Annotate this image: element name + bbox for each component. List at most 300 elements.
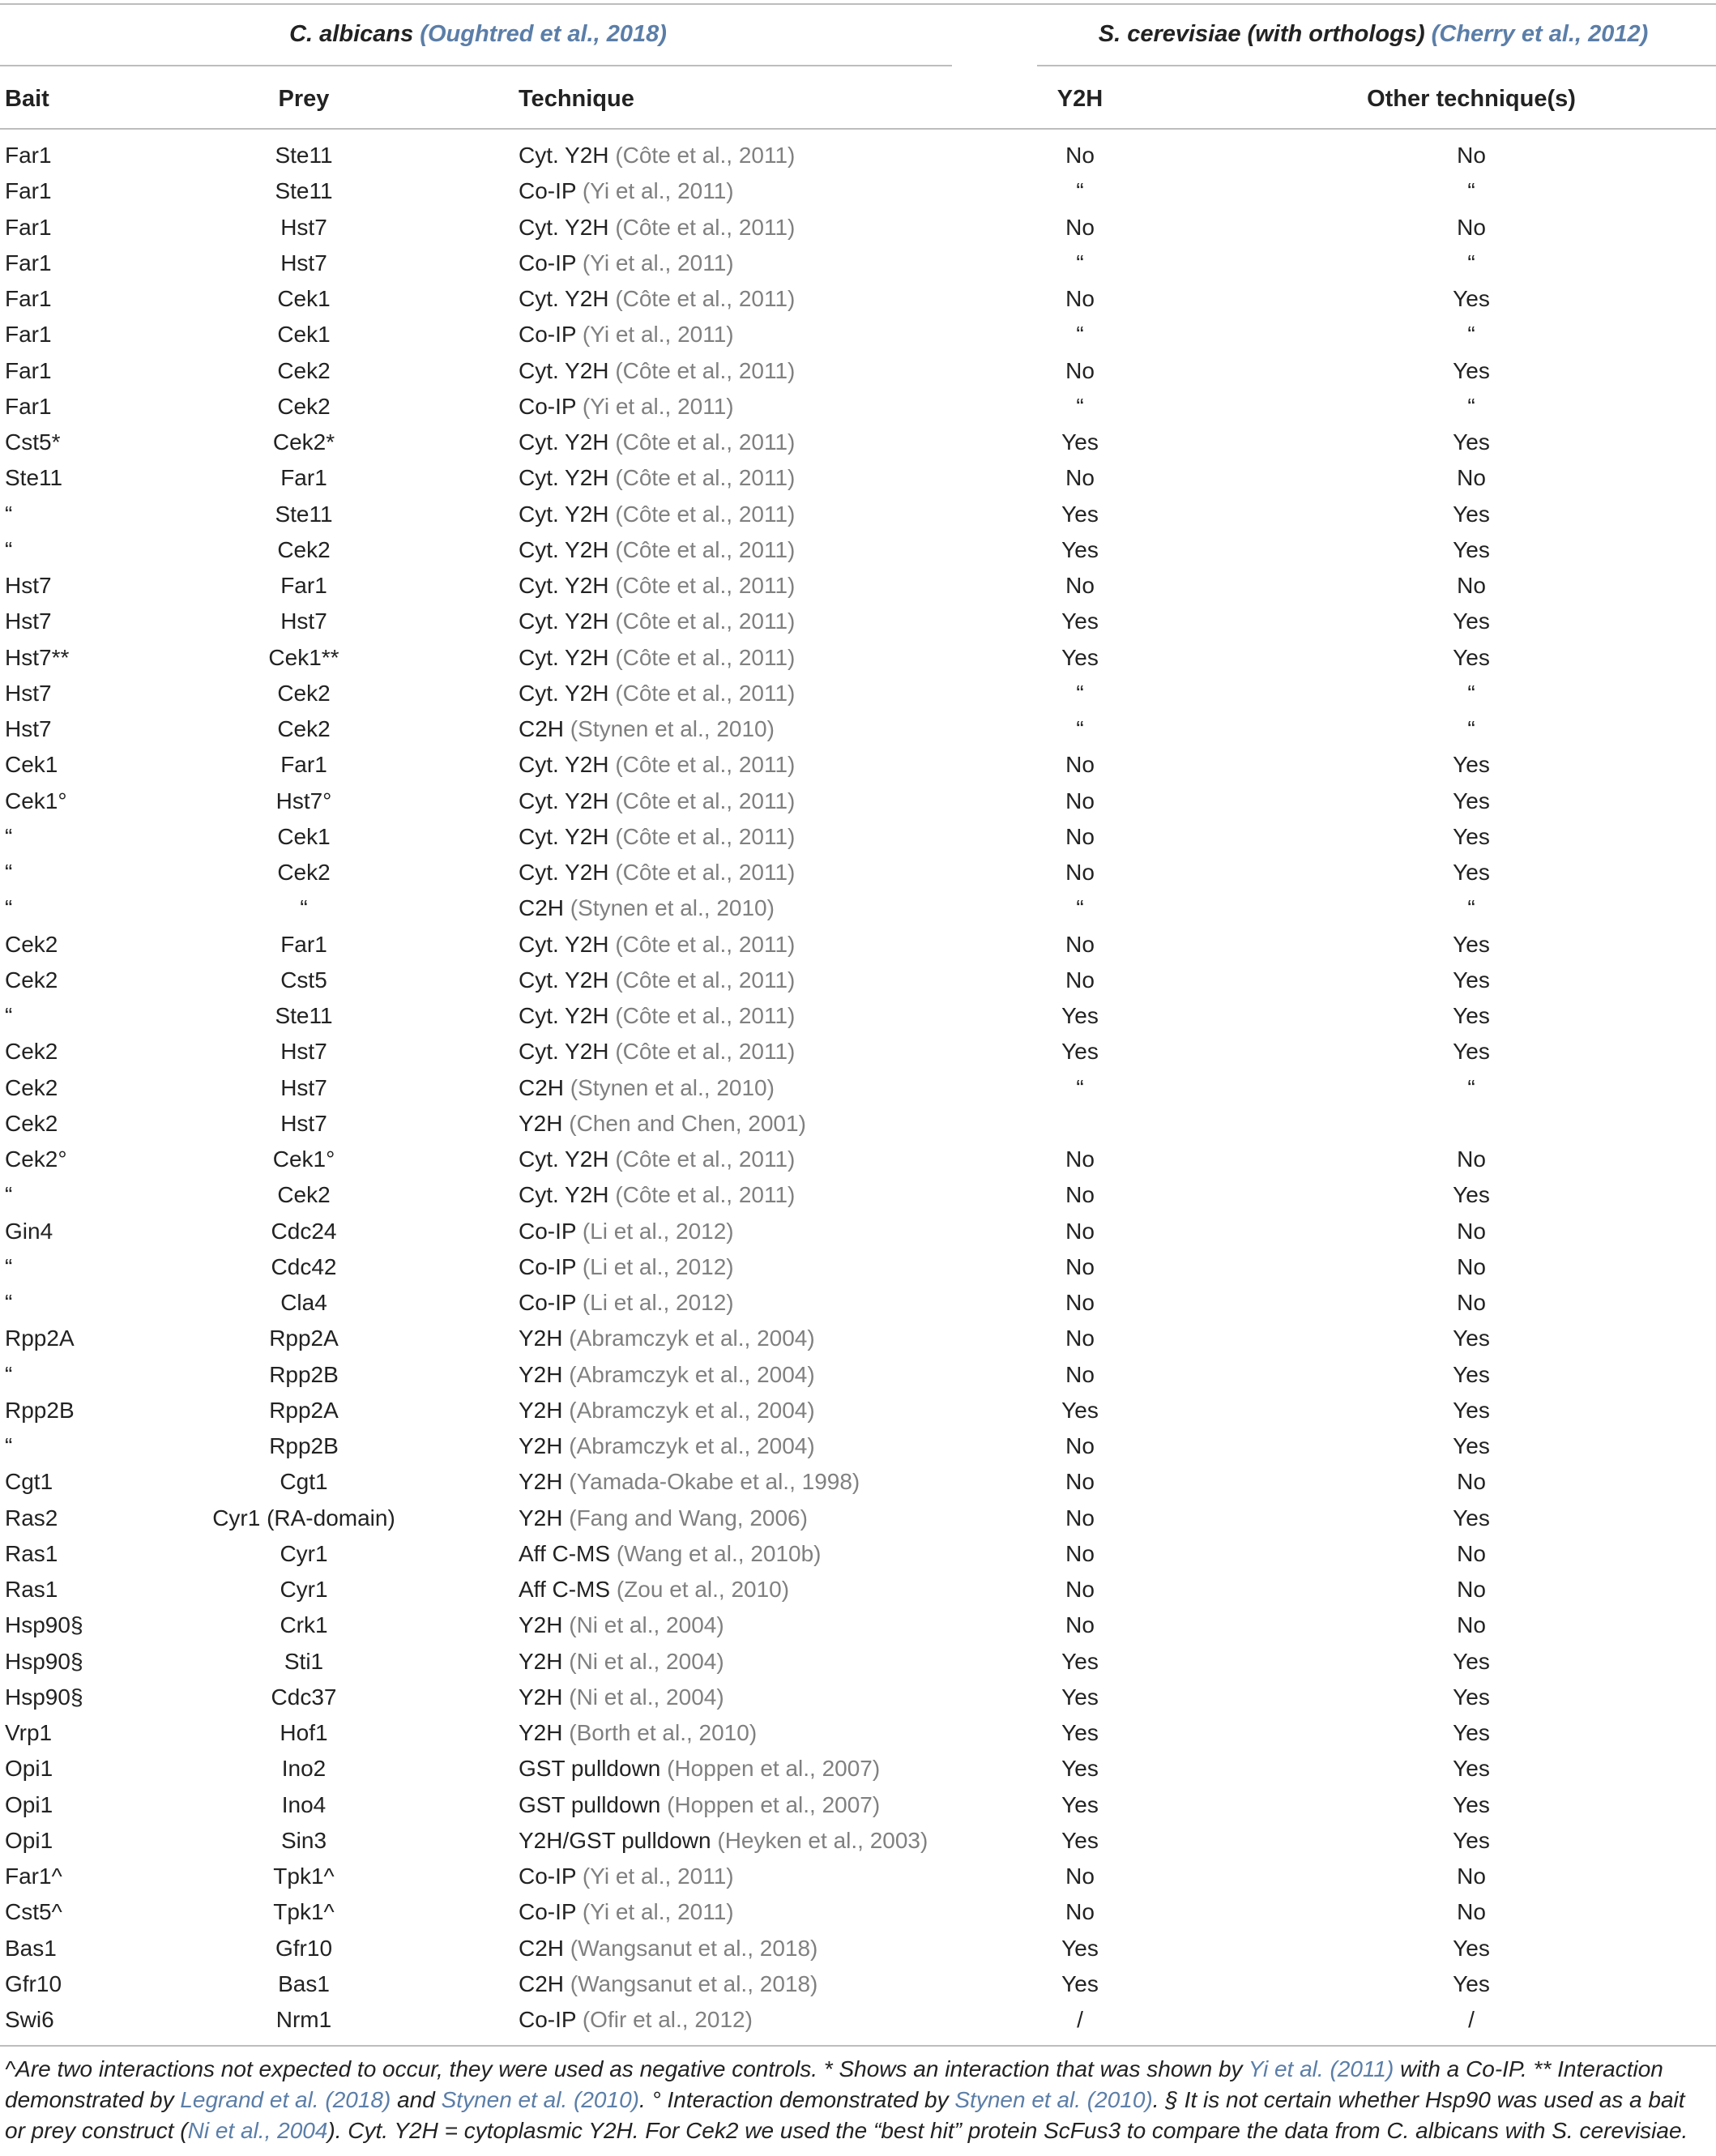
bait-cell: Ras1 <box>5 1540 58 1566</box>
technique-reference: (Côte et al., 2011) <box>615 931 796 957</box>
technique-reference: (Côte et al., 2011) <box>615 1003 796 1028</box>
footnote-reference: Stynen et al. (2010) <box>441 2087 639 2112</box>
prey-cell: Cek2 <box>277 357 331 383</box>
technique-method: C2H <box>519 895 565 921</box>
technique-reference: (Yi et al., 2011) <box>582 393 734 419</box>
bait-cell: Hsp90§ <box>5 1648 83 1674</box>
technique-reference: (Wangsanut et al., 2018) <box>570 1970 818 1996</box>
technique-method: Aff C-MS <box>519 1540 611 1566</box>
column-header-y2h: Y2H <box>1056 86 1103 112</box>
other-technique-cell: No <box>1457 1864 1486 1889</box>
technique-method: Cyt. Y2H <box>519 536 609 562</box>
other-technique-cell: Yes <box>1453 788 1490 813</box>
bait-cell: Far1 <box>5 143 52 168</box>
other-technique-cell: “ <box>1467 322 1475 348</box>
technique-method: Co-IP <box>519 1218 577 1244</box>
other-technique-cell: No <box>1457 1612 1486 1638</box>
technique-reference: (Côte et al., 2011) <box>615 680 796 706</box>
prey-cell: Ste11 <box>275 1003 333 1028</box>
other-technique-cell: No <box>1457 1218 1486 1244</box>
table-row <box>0 819 1716 855</box>
technique-method: Cyt. Y2H <box>519 644 609 670</box>
technique-method: Cyt. Y2H <box>519 788 609 813</box>
table-row <box>0 138 1716 173</box>
table-row <box>0 1607 1716 1643</box>
bait-cell: Hsp90§ <box>5 1684 83 1710</box>
table-row <box>0 747 1716 783</box>
technique-cell <box>519 1428 815 1464</box>
technique-cell <box>519 1070 775 1106</box>
prey-cell: Cgt1 <box>280 1469 328 1495</box>
technique-reference: (Zou et al., 2010) <box>616 1577 790 1602</box>
bait-cell: Far1 <box>5 357 52 383</box>
prey-cell: Cek1** <box>268 644 339 670</box>
prey-cell: Far1 <box>280 465 327 491</box>
prey-cell: Cst5 <box>280 967 327 993</box>
technique-method: C2H <box>519 716 565 741</box>
table-row <box>0 497 1716 532</box>
technique-reference: (Ni et al., 2004) <box>569 1648 724 1674</box>
bait-cell: Hsp90§ <box>5 1612 83 1638</box>
y2h-cell: No <box>1065 1505 1095 1531</box>
technique-method: Cyt. Y2H <box>519 143 609 168</box>
prey-cell: Rpp2A <box>269 1397 339 1423</box>
bait-cell: Far1 <box>5 286 52 311</box>
table-row <box>0 1142 1716 1177</box>
prey-cell: Ino2 <box>281 1756 327 1782</box>
y2h-cell: Yes <box>1061 1756 1099 1782</box>
table-row <box>0 1321 1716 1356</box>
y2h-cell: No <box>1065 1182 1095 1208</box>
technique-reference: (Côte et al., 2011) <box>615 823 796 849</box>
technique-reference: (Côte et al., 2011) <box>615 752 796 778</box>
table-row <box>0 783 1716 819</box>
technique-method: Co-IP <box>519 1253 577 1279</box>
technique-reference: (Hoppen et al., 2007) <box>667 1791 881 1817</box>
technique-cell <box>519 1034 795 1069</box>
table-row <box>0 1572 1716 1607</box>
table-row <box>0 1428 1716 1464</box>
technique-method: Y2H <box>519 1326 563 1351</box>
bait-cell: Cek2 <box>5 931 58 957</box>
y2h-cell: No <box>1065 1290 1095 1315</box>
other-technique-cell <box>1390 1106 1552 1142</box>
scerevisiae-group-title <box>1037 16 1710 52</box>
table-row <box>0 1249 1716 1285</box>
other-technique-cell: No <box>1457 465 1486 491</box>
other-technique-cell: / <box>1468 2007 1475 2032</box>
footnote-text: with a Co-IP. ** Interaction demonstrated by <box>5 2056 1663 2112</box>
column-header-other-techniques: Other technique(s) <box>1367 86 1576 112</box>
table-row <box>0 927 1716 963</box>
technique-reference: (Côte et al., 2011) <box>615 1182 796 1208</box>
bait-cell: Far1 <box>5 214 52 240</box>
other-technique-cell: No <box>1457 214 1486 240</box>
table-row <box>0 1034 1716 1069</box>
technique-reference: (Wangsanut et al., 2018) <box>570 1935 818 1961</box>
technique-method: Cyt. Y2H <box>519 608 609 634</box>
technique-reference: (Côte et al., 2011) <box>615 644 796 670</box>
bait-cell: Gin4 <box>5 1218 53 1244</box>
y2h-cell: No <box>1065 967 1095 993</box>
other-technique-cell: “ <box>1467 178 1475 204</box>
table-row <box>0 1285 1716 1321</box>
other-technique-cell: “ <box>1467 1074 1475 1100</box>
table-bottom-rule <box>0 2045 1716 2047</box>
y2h-cell: No <box>1065 143 1095 168</box>
bait-cell: Hst7 <box>5 716 52 741</box>
technique-reference: (Ni et al., 2004) <box>569 1684 724 1710</box>
table-row <box>0 1894 1716 1930</box>
technique-reference: (Côte et al., 2011) <box>615 788 796 813</box>
y2h-cell: No <box>1065 1433 1095 1458</box>
technique-cell <box>519 1680 724 1715</box>
bait-cell: Opi1 <box>5 1756 53 1782</box>
technique-cell <box>519 604 795 639</box>
prey-cell: Cdc42 <box>271 1253 337 1279</box>
scerevisiae-species: S. cerevisiae (with orthologs) <box>1098 21 1425 47</box>
technique-method: Co-IP <box>519 1899 577 1925</box>
bait-cell: “ <box>5 1003 13 1028</box>
bait-cell: “ <box>5 1433 13 1458</box>
bait-cell: “ <box>5 895 13 921</box>
other-technique-cell: No <box>1457 1253 1486 1279</box>
technique-cell <box>519 173 734 209</box>
prey-cell: Crk1 <box>280 1612 328 1638</box>
technique-method: Cyt. Y2H <box>519 931 609 957</box>
technique-cell <box>519 1715 757 1751</box>
technique-cell <box>519 497 795 532</box>
technique-method: Cyt. Y2H <box>519 680 609 706</box>
y2h-cell: No <box>1065 1253 1095 1279</box>
bait-cell: Cgt1 <box>5 1469 53 1495</box>
technique-cell <box>519 1536 822 1572</box>
bait-cell: Opi1 <box>5 1827 53 1853</box>
table-row <box>0 1751 1716 1787</box>
y2h-cell: Yes <box>1061 1648 1099 1674</box>
technique-reference: (Abramczyk et al., 2004) <box>569 1326 815 1351</box>
bait-cell: Ras1 <box>5 1577 58 1602</box>
bait-cell: “ <box>5 1182 13 1208</box>
bait-cell: Cst5* <box>5 429 61 455</box>
prey-cell: Tpk1^ <box>273 1864 335 1889</box>
bait-cell: “ <box>5 860 13 885</box>
technique-method: GST pulldown <box>519 1791 661 1817</box>
technique-reference: (Stynen et al., 2010) <box>570 1074 775 1100</box>
technique-method: Y2H <box>519 1505 563 1531</box>
technique-cell <box>519 1393 815 1428</box>
technique-cell <box>519 1894 734 1930</box>
prey-cell: Cek1 <box>277 322 331 348</box>
prey-cell: Cyr1 <box>280 1577 328 1602</box>
bait-cell: Far1 <box>5 322 52 348</box>
technique-cell <box>519 890 775 926</box>
technique-reference: (Ni et al., 2004) <box>569 1612 724 1638</box>
bait-cell: Cek1° <box>5 788 67 813</box>
prey-cell: Cyr1 <box>280 1540 328 1566</box>
y2h-cell: “ <box>1076 716 1084 741</box>
technique-reference: (Yi et al., 2011) <box>582 250 734 275</box>
technique-cell <box>519 245 734 281</box>
technique-method: Cyt. Y2H <box>519 465 609 491</box>
technique-method: Co-IP <box>519 322 577 348</box>
prey-cell: Hst7 <box>280 214 327 240</box>
technique-method: Cyt. Y2H <box>519 823 609 849</box>
technique-cell <box>519 1607 724 1643</box>
technique-reference: (Côte et al., 2011) <box>615 214 796 240</box>
footnote-text: . ° Interaction demonstrated by <box>638 2087 955 2112</box>
other-technique-cell: No <box>1457 1469 1486 1495</box>
other-technique-cell: No <box>1457 1577 1486 1602</box>
technique-method: Cyt. Y2H <box>519 1003 609 1028</box>
y2h-cell: No <box>1065 286 1095 311</box>
technique-cell <box>519 819 795 855</box>
technique-reference: (Li et al., 2012) <box>582 1218 734 1244</box>
technique-method: C2H <box>519 1935 565 1961</box>
technique-cell <box>519 1357 815 1393</box>
other-technique-cell: No <box>1457 1540 1486 1566</box>
prey-cell: Bas1 <box>278 1970 330 1996</box>
other-technique-cell: Yes <box>1453 1505 1490 1531</box>
table-row <box>0 532 1716 568</box>
table-row <box>0 1177 1716 1213</box>
technique-method: Co-IP <box>519 1864 577 1889</box>
bait-cell: “ <box>5 1290 13 1315</box>
technique-reference: (Côte et al., 2011) <box>615 357 796 383</box>
technique-method: C2H <box>519 1074 565 1100</box>
table-row <box>0 1214 1716 1249</box>
technique-cell <box>519 1321 815 1356</box>
technique-method: Y2H/GST pulldown <box>519 1827 711 1853</box>
other-technique-cell: Yes <box>1453 1182 1490 1208</box>
bait-cell: Ras2 <box>5 1505 58 1531</box>
technique-method: Co-IP <box>519 1290 577 1315</box>
technique-reference: (Côte et al., 2011) <box>615 465 796 491</box>
other-technique-cell: Yes <box>1453 608 1490 634</box>
table-body <box>0 138 1716 2038</box>
technique-cell <box>519 532 795 568</box>
bait-cell: Bas1 <box>5 1935 57 1961</box>
other-technique-cell: No <box>1457 143 1486 168</box>
technique-reference: (Yi et al., 2011) <box>582 1899 734 1925</box>
bait-cell: Cek2 <box>5 967 58 993</box>
table-row <box>0 1823 1716 1859</box>
y2h-cell: Yes <box>1061 1791 1099 1817</box>
footnote-text: . § It is not certain whether Hsp90 was used as a bait or prey construct ( <box>5 2087 1685 2143</box>
y2h-cell: “ <box>1076 680 1084 706</box>
y2h-cell: No <box>1065 788 1095 813</box>
prey-cell: Rpp2B <box>269 1361 339 1387</box>
technique-cell <box>519 927 795 963</box>
table-row <box>0 1393 1716 1428</box>
other-technique-cell: No <box>1457 1899 1486 1925</box>
table-row <box>0 1787 1716 1823</box>
other-technique-cell: Yes <box>1453 1039 1490 1065</box>
technique-cell <box>519 1177 795 1213</box>
other-technique-cell: Yes <box>1453 752 1490 778</box>
bait-cell: Far1 <box>5 178 52 204</box>
technique-method: Cyt. Y2H <box>519 429 609 455</box>
bait-cell: Hst7 <box>5 608 52 634</box>
bait-cell: Hst7 <box>5 680 52 706</box>
scerevisiae-group-rule <box>1037 65 1716 66</box>
bait-cell: Cek1 <box>5 752 58 778</box>
technique-reference: (Côte et al., 2011) <box>615 1146 796 1172</box>
technique-cell <box>519 1787 880 1823</box>
other-technique-cell: Yes <box>1453 429 1490 455</box>
y2h-cell: No <box>1065 1577 1095 1602</box>
table-row <box>0 2002 1716 2038</box>
prey-cell: Cla4 <box>280 1290 327 1315</box>
table-row <box>0 245 1716 281</box>
prey-cell: Cek2 <box>277 536 331 562</box>
technique-method: Y2H <box>519 1684 563 1710</box>
prey-cell: Cek1 <box>277 823 331 849</box>
y2h-cell: No <box>1065 465 1095 491</box>
technique-method: Y2H <box>519 1469 563 1495</box>
technique-reference: (Yamada-Okabe et al., 1998) <box>569 1469 860 1495</box>
technique-method: Cyt. Y2H <box>519 860 609 885</box>
technique-method: Aff C-MS <box>519 1577 611 1602</box>
technique-cell <box>519 425 795 460</box>
table-row <box>0 1357 1716 1393</box>
technique-cell <box>519 2002 753 2038</box>
calbicans-reference: (Oughtred et al., 2018) <box>420 21 667 47</box>
technique-method: Cyt. Y2H <box>519 1039 609 1065</box>
table-row <box>0 711 1716 747</box>
prey-cell: Cdc37 <box>271 1684 337 1710</box>
table-row <box>0 1931 1716 1966</box>
y2h-cell: No <box>1065 860 1095 885</box>
prey-cell: Rpp2B <box>269 1433 339 1458</box>
prey-cell: Sin3 <box>280 1827 327 1853</box>
other-technique-cell: Yes <box>1453 357 1490 383</box>
y2h-cell: Yes <box>1061 536 1099 562</box>
prey-cell: Cek1 <box>277 286 331 311</box>
table-row <box>0 1106 1716 1142</box>
table-row <box>0 890 1716 926</box>
prey-cell: Cek1° <box>272 1146 335 1172</box>
bait-cell: Swi6 <box>5 2007 54 2032</box>
prey-cell: Hst7 <box>280 1039 327 1065</box>
top-rule <box>0 3 1716 5</box>
bait-cell: Cek2° <box>5 1146 67 1172</box>
y2h-cell: No <box>1065 573 1095 598</box>
prey-cell: Sti1 <box>284 1648 324 1674</box>
technique-cell <box>519 1966 817 2002</box>
y2h-cell: Yes <box>1061 1397 1099 1423</box>
other-technique-cell: Yes <box>1453 1827 1490 1853</box>
technique-method: C2H <box>519 1970 565 1996</box>
prey-cell: Cek2 <box>277 1182 331 1208</box>
other-technique-cell: Yes <box>1453 1684 1490 1710</box>
column-header-technique: Technique <box>519 86 634 112</box>
table-row <box>0 1966 1716 2002</box>
table-row <box>0 604 1716 639</box>
other-technique-cell: No <box>1457 1146 1486 1172</box>
technique-method: Y2H <box>519 1433 563 1458</box>
technique-cell <box>519 1751 880 1787</box>
prey-cell: Cyr1 (RA-domain) <box>212 1505 395 1531</box>
technique-cell <box>519 998 795 1034</box>
table-row <box>0 210 1716 245</box>
prey-cell: Far1 <box>280 752 327 778</box>
table-row <box>0 317 1716 352</box>
other-technique-cell: Yes <box>1453 967 1490 993</box>
technique-cell <box>519 317 734 352</box>
column-header-bait: Bait <box>5 86 49 112</box>
y2h-cell: Yes <box>1061 644 1099 670</box>
y2h-cell: No <box>1065 823 1095 849</box>
technique-method: Co-IP <box>519 250 577 275</box>
prey-cell: Ste11 <box>275 178 333 204</box>
technique-method: Y2H <box>519 1648 563 1674</box>
prey-cell: Cek2* <box>272 429 335 455</box>
technique-method: Cyt. Y2H <box>519 1182 609 1208</box>
table-row <box>0 389 1716 425</box>
other-technique-cell: “ <box>1467 393 1475 419</box>
technique-cell <box>519 711 775 747</box>
y2h-cell <box>999 1106 1161 1142</box>
technique-cell <box>519 210 795 245</box>
technique-reference: (Côte et al., 2011) <box>615 967 796 993</box>
technique-reference: (Côte et al., 2011) <box>615 536 796 562</box>
y2h-cell: Yes <box>1061 429 1099 455</box>
y2h-cell: No <box>1065 1218 1095 1244</box>
bait-cell: Gfr10 <box>5 1970 62 1996</box>
scerevisiae-reference: (Cherry et al., 2012) <box>1431 21 1649 47</box>
bait-cell: Far1 <box>5 250 52 275</box>
technique-method: Cyt. Y2H <box>519 357 609 383</box>
technique-cell <box>519 1249 734 1285</box>
bait-cell: Far1 <box>5 393 52 419</box>
technique-reference: (Chen and Chen, 2001) <box>569 1110 806 1136</box>
technique-cell <box>519 1214 734 1249</box>
prey-cell: Ste11 <box>275 143 333 168</box>
technique-cell <box>519 640 795 676</box>
prey-cell: Hst7 <box>280 250 327 275</box>
other-technique-cell: Yes <box>1453 1433 1490 1458</box>
technique-reference: (Stynen et al., 2010) <box>570 895 775 921</box>
prey-cell: Far1 <box>280 931 327 957</box>
technique-reference: (Li et al., 2012) <box>582 1253 734 1279</box>
technique-method: Cyt. Y2H <box>519 501 609 527</box>
bait-cell: Cek2 <box>5 1110 58 1136</box>
other-technique-cell: Yes <box>1453 1791 1490 1817</box>
technique-cell <box>519 281 795 317</box>
table-row <box>0 281 1716 317</box>
technique-method: Co-IP <box>519 2007 577 2032</box>
technique-reference: (Abramczyk et al., 2004) <box>569 1361 815 1387</box>
technique-reference: (Heyken et al., 2003) <box>717 1827 928 1853</box>
table-row <box>0 1501 1716 1536</box>
table-row <box>0 1644 1716 1680</box>
technique-reference: (Abramczyk et al., 2004) <box>569 1433 815 1458</box>
y2h-cell: / <box>1077 2007 1083 2032</box>
other-technique-cell: Yes <box>1453 860 1490 885</box>
y2h-cell: No <box>1065 1899 1095 1925</box>
prey-cell: Cek2 <box>277 680 331 706</box>
y2h-cell: “ <box>1076 1074 1084 1100</box>
technique-cell <box>519 1142 795 1177</box>
bait-cell: Opi1 <box>5 1791 53 1817</box>
y2h-cell: Yes <box>1061 1827 1099 1853</box>
table-row <box>0 855 1716 890</box>
technique-reference: (Hoppen et al., 2007) <box>667 1756 881 1782</box>
technique-reference: (Côte et al., 2011) <box>615 429 796 455</box>
table-row <box>0 173 1716 209</box>
table-row <box>0 1715 1716 1751</box>
